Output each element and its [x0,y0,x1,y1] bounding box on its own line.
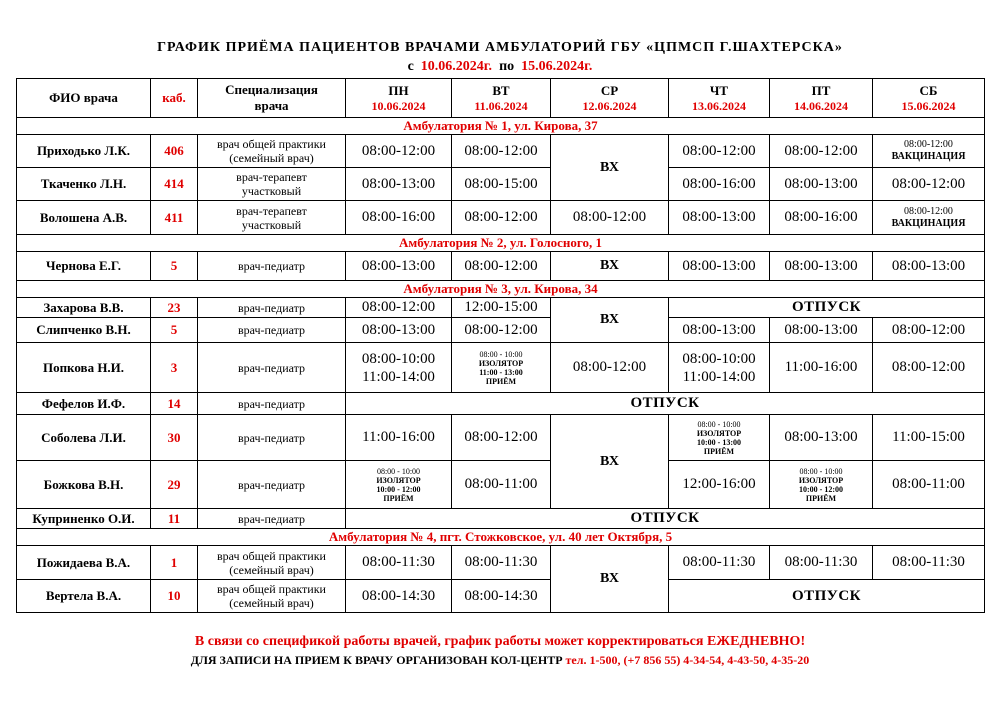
cell-thu: 12:00-16:00 [669,461,770,509]
ambulatory-row [17,281,985,298]
cell-mon-isolator [346,461,452,509]
cell-tue: 08:00-12:00 [452,252,551,281]
cell-mon: 08:00-13:00 [346,318,452,343]
room-number: 11 [151,509,198,529]
cell-mon: 08:00-12:00 [346,298,452,318]
cell-thu: 08:00-11:30 [669,546,770,580]
table-row [17,252,985,281]
cell-mon: 11:00-16:00 [346,415,452,461]
room-number: 5 [151,318,198,343]
specialization [198,201,346,235]
room-number: 3 [151,343,198,393]
cell-wed-day-off: ВХ [551,546,669,613]
room-number: 10 [151,580,198,613]
doctor-name: Куприненко О.И. [17,509,151,529]
day-date: 11.06.2024 [474,98,528,113]
cell-tue-isolator [452,343,551,393]
table-row [17,201,985,235]
cell-tue: 08:00-12:00 [452,415,551,461]
specialization: врач-педиатр [198,509,346,529]
isolator-time: 08:00 - 10:00 [376,466,421,476]
room-number: 29 [151,461,198,509]
doctor-name: Чернова Е.Г. [17,252,151,281]
table-row [17,393,985,415]
table-row [17,461,985,509]
schedule-table [16,78,985,613]
priem-label: ПРИЁМ [703,446,735,456]
cell-fri-isolator [770,461,873,509]
table-row [17,580,985,613]
vacation-cell: ОТПУСК [346,393,985,415]
cell-fri: 08:00-13:00 [770,318,873,343]
header-room: каб. [151,79,198,118]
day-name: СБ [919,82,938,98]
header-day-thu [669,79,770,118]
day-date: 14.06.2024 [794,98,848,113]
callcenter-label: ДЛЯ ЗАПИСИ НА ПРИЕМ К ВРАЧУ ОРГАНИЗОВАН КОЛ-ЦЕНТР [190,653,563,667]
doctor-name: Соболева Л.И. [17,415,151,461]
period-to: 15.06.2024г. [521,59,593,74]
cell-sat [873,201,985,235]
room-number: 406 [151,135,198,168]
isolator-label: ИЗОЛЯТОР [798,475,844,485]
specialization: врач-педиатр [198,298,346,318]
ambulatory-row [17,529,985,546]
cell-tue: 08:00-11:00 [452,461,551,509]
doctor-name: Фефелов И.Ф. [17,393,151,415]
ambulatory-3-label: Амбулатория № 3, ул. Кирова, 34 [17,281,985,298]
cell-tue: 08:00-15:00 [452,168,551,201]
specialization [198,135,346,168]
header-day-mon [346,79,452,118]
cell-mon: 08:00-13:00 [346,168,452,201]
header-name: ФИО врача [17,79,151,118]
spec-line: участковый [241,217,302,232]
cell-sat-time: 08:00-12:00 [904,205,953,217]
cell-sat: 08:00-13:00 [873,252,985,281]
cell-tue: 08:00-12:00 [452,318,551,343]
cell-mon: 08:00-12:00 [346,135,452,168]
header-day-fri [770,79,873,118]
cell-mon: 08:00-11:30 [346,546,452,580]
specialization [198,546,346,580]
table-row [17,546,985,580]
ambulatory-row [17,235,985,252]
cell-sat: 08:00-12:00 [873,318,985,343]
cell-wed: 08:00-12:00 [551,343,669,393]
cell-sat: 08:00-11:30 [873,546,985,580]
ambulatory-row [17,118,985,135]
day-name: ЧТ [709,82,729,98]
room-number: 411 [151,201,198,235]
spec-line: (семейный врач) [229,562,314,577]
ambulatory-1-label: Амбулатория № 1, ул. Кирова, 37 [17,118,985,135]
day-date: 10.06.2024 [371,98,426,113]
cell-wed: 08:00-12:00 [551,201,669,235]
cell-mon [346,343,452,393]
time-line: 08:00-10:00 [361,350,436,367]
cell-thu: 08:00-12:00 [669,135,770,168]
callcenter-line [0,653,1000,668]
priem-time: 11:00 - 13:00 [479,367,523,377]
cell-fri: 11:00-16:00 [770,343,873,393]
priem-time: 10:00 - 12:00 [799,484,843,494]
cell-sat: 11:00-15:00 [873,415,985,461]
cell-wed-day-off: ВХ [551,135,669,201]
period-from: 10.06.2024г. [420,59,493,74]
doctor-name: Попкова Н.И. [17,343,151,393]
day-date: 12.06.2024 [582,98,637,113]
ambulatory-4-label: Амбулатория № 4, пгт. Стожковское, ул. 40 лет Октября, 5 [17,529,985,546]
cell-fri: 08:00-13:00 [770,415,873,461]
header-day-sat [873,79,985,118]
doctor-name: Вертела В.А. [17,580,151,613]
room-number: 1 [151,546,198,580]
priem-label: ПРИЁМ [805,493,837,503]
room-number: 5 [151,252,198,281]
specialization [198,580,346,613]
spec-line: врач-терапевт [236,170,307,184]
isolator-time: 08:00 - 10:00 [479,349,523,359]
doctor-name: Божкова В.Н. [17,461,151,509]
specialization: врач-педиатр [198,343,346,393]
cell-fri: 08:00-12:00 [770,135,873,168]
header-day-wed [551,79,669,118]
cell-wed-day-off: ВХ [551,298,669,343]
cell-thu: 08:00-13:00 [669,201,770,235]
isolator-time: 08:00 - 10:00 [799,466,843,476]
header-spec-line1: Специализация [225,82,318,97]
table-row [17,298,985,318]
cell-sat: 08:00-12:00 [873,343,985,393]
vacation-cell: ОТПУСК [346,509,985,529]
spec-line: (семейный врач) [229,151,314,165]
priem-label: ПРИЁМ [383,493,414,503]
header-spec [198,79,346,118]
day-date: 15.06.2024 [901,98,956,113]
callcenter-phones: тел. 1-500, (+7 856 55) 4-34-54, 4-43-50, 4-35-20 [565,653,810,667]
priem-label: ПРИЁМ [485,376,517,386]
vaccination-label: ВАКЦИНАЦИЯ [891,151,966,162]
spec-line: врач-терапевт [236,203,307,218]
doctor-name: Волошена А.В. [17,201,151,235]
cell-mon: 08:00-14:30 [346,580,452,613]
cell-mon: 08:00-13:00 [346,252,452,281]
spec-line: врач общей практики [217,548,326,563]
cell-tue: 08:00-12:00 [452,201,551,235]
cell-fri: 08:00-11:30 [770,546,873,580]
time-line: 08:00-10:00 [682,350,756,367]
doctor-name: Пожидаева В.А. [17,546,151,580]
specialization [198,168,346,201]
isolator-label: ИЗОЛЯТОР [478,358,524,368]
isolator-time: 08:00 - 10:00 [697,419,741,429]
vacation-cell: ОТПУСК [669,580,985,613]
period-to-label: по [499,59,515,74]
spec-line: участковый [241,184,302,198]
cell-wed-day-off: ВХ [551,252,669,281]
day-name: ПТ [811,82,831,98]
day-name: ПН [388,82,409,98]
cell-sat-time: 08:00-12:00 [904,139,953,150]
specialization: врач-педиатр [198,252,346,281]
spec-line: врач общей практики [217,137,326,151]
table-row [17,509,985,529]
specialization: врач-педиатр [198,318,346,343]
cell-tue: 08:00-12:00 [452,135,551,168]
cell-fri: 08:00-13:00 [770,252,873,281]
specialization: врач-педиатр [198,415,346,461]
isolator-label: ИЗОЛЯТОР [376,475,421,485]
vaccination-label: ВАКЦИНАЦИЯ [891,217,966,229]
cell-thu: 08:00-16:00 [669,168,770,201]
day-date: 13.06.2024 [692,98,746,113]
table-row [17,168,985,201]
cell-tue: 08:00-14:30 [452,580,551,613]
isolator-label: ИЗОЛЯТОР [696,428,742,438]
cell-tue: 12:00-15:00 [452,298,551,318]
spec-line: (семейный врач) [229,596,314,610]
room-number: 414 [151,168,198,201]
cell-thu: 08:00-13:00 [669,252,770,281]
doctor-name: Слипченко В.Н. [17,318,151,343]
priem-time: 10:00 - 12:00 [376,484,421,494]
room-number: 30 [151,415,198,461]
room-number: 14 [151,393,198,415]
doctor-name: Приходько Л.К. [17,135,151,168]
ambulatory-2-label: Амбулатория № 2, ул. Голосного, 1 [17,235,985,252]
period-from-label: с [407,59,414,74]
specialization: врач-педиатр [198,461,346,509]
time-line: 11:00-14:00 [362,368,435,385]
cell-tue: 08:00-11:30 [452,546,551,580]
room-number: 23 [151,298,198,318]
spec-line: врач общей практики [217,582,326,596]
cell-mon: 08:00-16:00 [346,201,452,235]
vacation-cell: ОТПУСК [669,298,985,318]
doctor-name: Ткаченко Л.Н. [17,168,151,201]
cell-thu: 08:00-13:00 [669,318,770,343]
cell-sat [873,135,985,168]
cell-thu-isolator [669,415,770,461]
day-name: СР [600,82,619,98]
cell-fri: 08:00-13:00 [770,168,873,201]
table-row [17,415,985,461]
time-line: 11:00-14:00 [682,368,756,385]
cell-thu [669,343,770,393]
schedule-warning: В связи со спецификой работы врачей, график работы может корректироваться ЕЖЕДНЕВНО! [194,634,806,649]
header-spec-line2: врача [254,98,289,113]
cell-sat: 08:00-11:00 [873,461,985,509]
cell-fri: 08:00-16:00 [770,201,873,235]
day-name: ВТ [492,82,510,98]
header-row [17,79,985,118]
period-line [0,59,1000,75]
doctor-name: Захарова В.В. [17,298,151,318]
table-row [17,318,985,343]
header-day-tue [452,79,551,118]
table-row [17,135,985,168]
priem-time: 10:00 - 13:00 [697,437,741,447]
cell-sat: 08:00-12:00 [873,168,985,201]
page-title: ГРАФИК ПРИЁМА ПАЦИЕНТОВ ВРАЧАМИ АМБУЛАТОРИЙ ГБУ «ЦПМСП Г.ШАХТЕРСКА» [157,40,843,55]
table-row [17,343,985,393]
specialization: врач-педиатр [198,393,346,415]
cell-wed-day-off: ВХ [551,415,669,509]
